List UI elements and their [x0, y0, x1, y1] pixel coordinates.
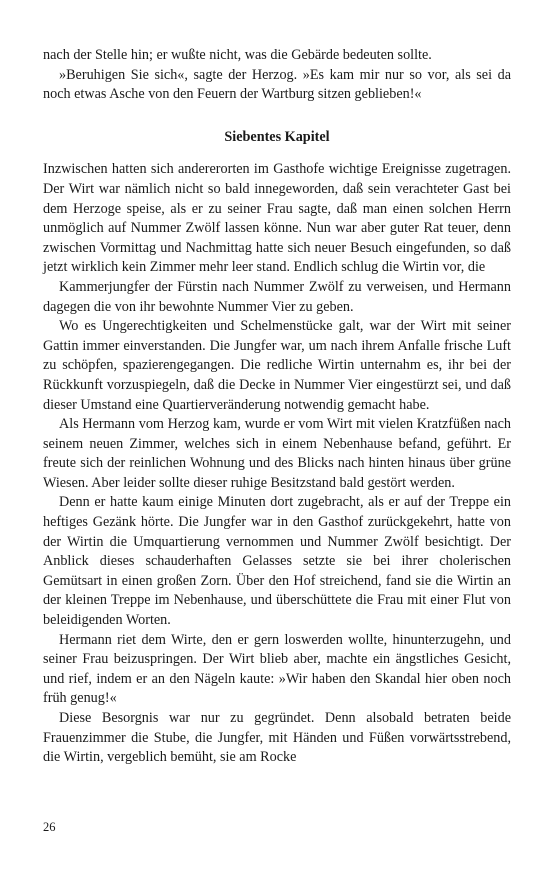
- paragraph-chapter-4: Als Hermann vom Herzog kam, wurde er vom Wirt mit vielen Kratzfüßen nach seinem neuen Zimmer, welches sich in einem Nebenhause befand, geführt. Er freute sich der reinlichen Wohnung und des Blicks nach hinten hinaus über grüne Wiesen. Aber leider sollte dieser ruhige Besitzstand bald gestört werden.: [43, 416, 511, 491]
- book-page-body: [43, 46, 511, 768]
- paragraph-chapter-1: Inzwischen hatten sich andererorten im Gasthofe wichtige Ereignisse zugetragen. Der Wirt war nämlich nicht so bald innegeworden, daß sein verachteter Gast bei dem Herzoge speise, als er zu seiner Frau sagte, daß man einen solchen Herrn unmöglich auf Nummer Zwölf lassen könne. Nun war aber guter Rat teuer, denn zwischen Vormittag und Nachmittag hatte sich neuer Besuch eingefunden, so daß jetzt wirklich kein Zimmer mehr leer stand. Endlich schlug die Wirtin vor, die: [43, 161, 511, 276]
- chapter-heading: Siebentes Kapitel: [224, 128, 330, 145]
- paragraph-chapter-5: Denn er hatte kaum einige Minuten dort zugebracht, als er auf der Treppe ein heftiges Gezänk hörte. Die Jungfer war in den Gasthof zurückgekehrt, hatte von der Wirtin die Umquartierung vernommen und Nummer Zwölf besichtigt. Der Anblick dieses schauderhaften Gelasses setzte sie bei ihrer cholerischen Gemütsart in einen großen Zorn. Über den Hof streichend, fand sie die Wirtin an der kleinen Treppe im Nebenhause, und überschüttete die Frau mit einer Flut von beleidigenden Worten.: [43, 494, 511, 629]
- paragraph-intro-1: nach der Stelle hin; er wußte nicht, was die Gebärde bedeuten sollte.: [43, 47, 432, 63]
- paragraph-chapter-2: Kammerjungfer der Fürstin nach Nummer Zwölf zu verweisen, und Hermann dagegen die von ihr bewohnte Nummer Vier zu geben.: [43, 278, 511, 315]
- paragraph-chapter-6: Hermann riet dem Wirte, den er gern loswerden wollte, hinunterzugehn, und seiner Frau beizuspringen. Der Wirt blieb aber, machte ein ängstliches Gesicht, und rief, indem er an den Nägeln kaute: »Wir haben den Skandal hier oben noch früh genug!«: [43, 631, 511, 707]
- page-number: 26: [43, 820, 56, 834]
- paragraph-intro-2: »Beruhigen Sie sich«, sagte der Herzog. »Es kam mir nur so vor, als sei da noch etwas Asche von den Feuern der Wartburg sitzen geblieben!«: [43, 66, 511, 103]
- paragraph-chapter-7: Diese Besorgnis war nur zu gegründet. Denn alsobald betraten beide Frauenzimmer die Stube, die Jungfer, mit Händen und Füßen vorwärtsstrebend, die Wirtin, vergeblich bemüht, sie am Rocke: [43, 710, 511, 766]
- paragraph-chapter-3: Wo es Ungerechtigkeiten und Schelmenstücke galt, war der Wirt mit seiner Gattin immer einverstanden. Die Jungfer war, um nach ihrem Anfalle frische Luft zu schöpfen, spazierengegangen. Die redliche Wirtin unternahm es, ihr bei der Rückkunft vorzuspiegeln, daß die Decke in Nummer Vier eingestürzt sei, und daß dieser Umstand eine Quartierveränderung notwendig gemacht habe.: [43, 318, 511, 413]
